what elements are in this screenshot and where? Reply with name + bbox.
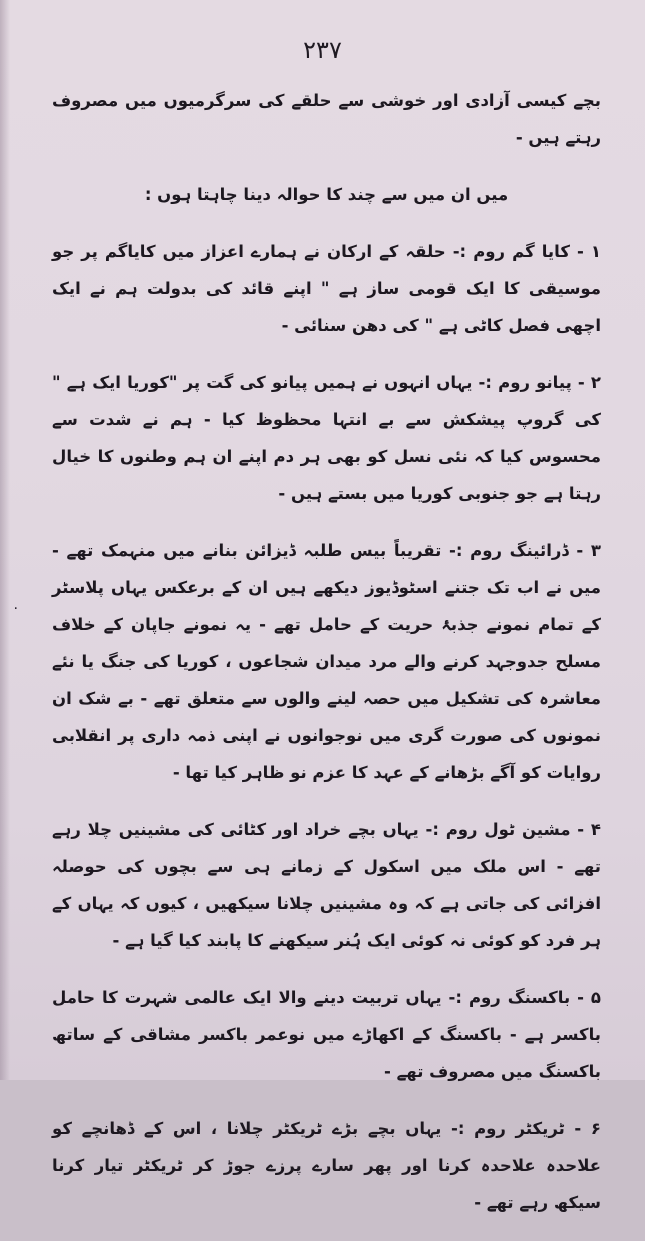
page-edge-shadow: [0, 0, 10, 1080]
margin-mark: ٠: [12, 600, 20, 616]
paragraph-intro: بچے کیسی آزادی اور خوشی سے حلقے کی سرگرمیوں میں مصروف رہتے ہیں -: [52, 91, 601, 147]
paragraph-tractor-room: ۶ - ٹریکٹر روم :- یہاں بچے بڑے ٹریکٹر چلانا ، اس کے ڈھانچے کو علاحدہ علاحدہ کرنا اور پھر سارے پرزے جوڑ کر ٹریکٹر تیار کرنا سیکھ رہے تھے -: [52, 1119, 601, 1212]
body-text: [52, 82, 601, 1241]
paragraph-kayagum-room: ۱ - کایا گم روم :- حلقہ کے ارکان نے ہمارے اعزاز میں کایاگم پر جو موسیقی کا ایک قومی ساز ہے " اپنے قائد کی بدولت ہم نے ایک اچھی فصل کاٹی ہے " کی دھن سنائی -: [52, 242, 601, 335]
paragraph-boxing-room: ۵ - باکسنگ روم :- یہاں تربیت دینے والا ایک عالمی شہرت کا حامل باکسر ہے - باکسنگ کے اکھاڑے میں نوعمر باکسر مشاقی کے ساتھ باکسنگ میں مصروف تھے -: [52, 988, 601, 1081]
paragraph-piano-room: ۲ - پیانو روم :- یہاں انہوں نے ہمیں پیانو کی گت پر "کوریا ایک ہے " کی گروپ پیشکش سے بے انتہا محظوظ کیا - ہم نے شدت سے محسوس کیا کہ نئی نسل کو بھی ہر دم اپنے ان ہم وطنوں کا خیال رہتا ہے جو جنوبی کوریا میں بستے ہیں -: [52, 373, 601, 503]
paragraph-drawing-room: ۳ - ڈرائینگ روم :- تقریباً بیس طلبہ ڈیزائن بنانے میں منہمک تھے - میں نے اب تک جتنے اسٹوڈیوز دیکھے ہیں ان کے برعکس یہاں پلاسٹر کے تمام نمونے جذبۂ حریت کے حامل تھے - یہ نمونے جاپان کے خلاف مسلح جدوجہد کرنے والے مرد میدان شجاعوں ، کوریا کی جنگ یا نئے معاشرہ کی تشکیل میں حصہ لینے والوں سے متعلق تھے - بے شک ان نمونوں کی صورت گری میں نوجوانوں نے اپنی ذمہ داری پر انقلابی روایات کو آگے بڑھانے کے عہد کا عزم نو ظاہر کیا تھا -: [52, 541, 601, 782]
paragraph-lead: میں ان میں سے چند کا حوالہ دینا چاہتا ہوں :: [144, 185, 509, 204]
page-number: ۲۳۷: [303, 36, 342, 64]
paragraph-machine-tool-room: ۴ - مشین ٹول روم :- یہاں بچے خراد اور کٹائی کی مشینیں چلا رہے تھے - اس ملک میں اسکول کے زمانے ہی سے بچوں کی حوصلہ افزائی کی جاتی ہے کہ وہ مشینیں چلانا سیکھیں ، کیوں کہ یہاں کے ہر فرد کو کوئی نہ کوئی ایک ہُنر سیکھنے کا پابند کیا گیا ہے -: [52, 820, 601, 950]
